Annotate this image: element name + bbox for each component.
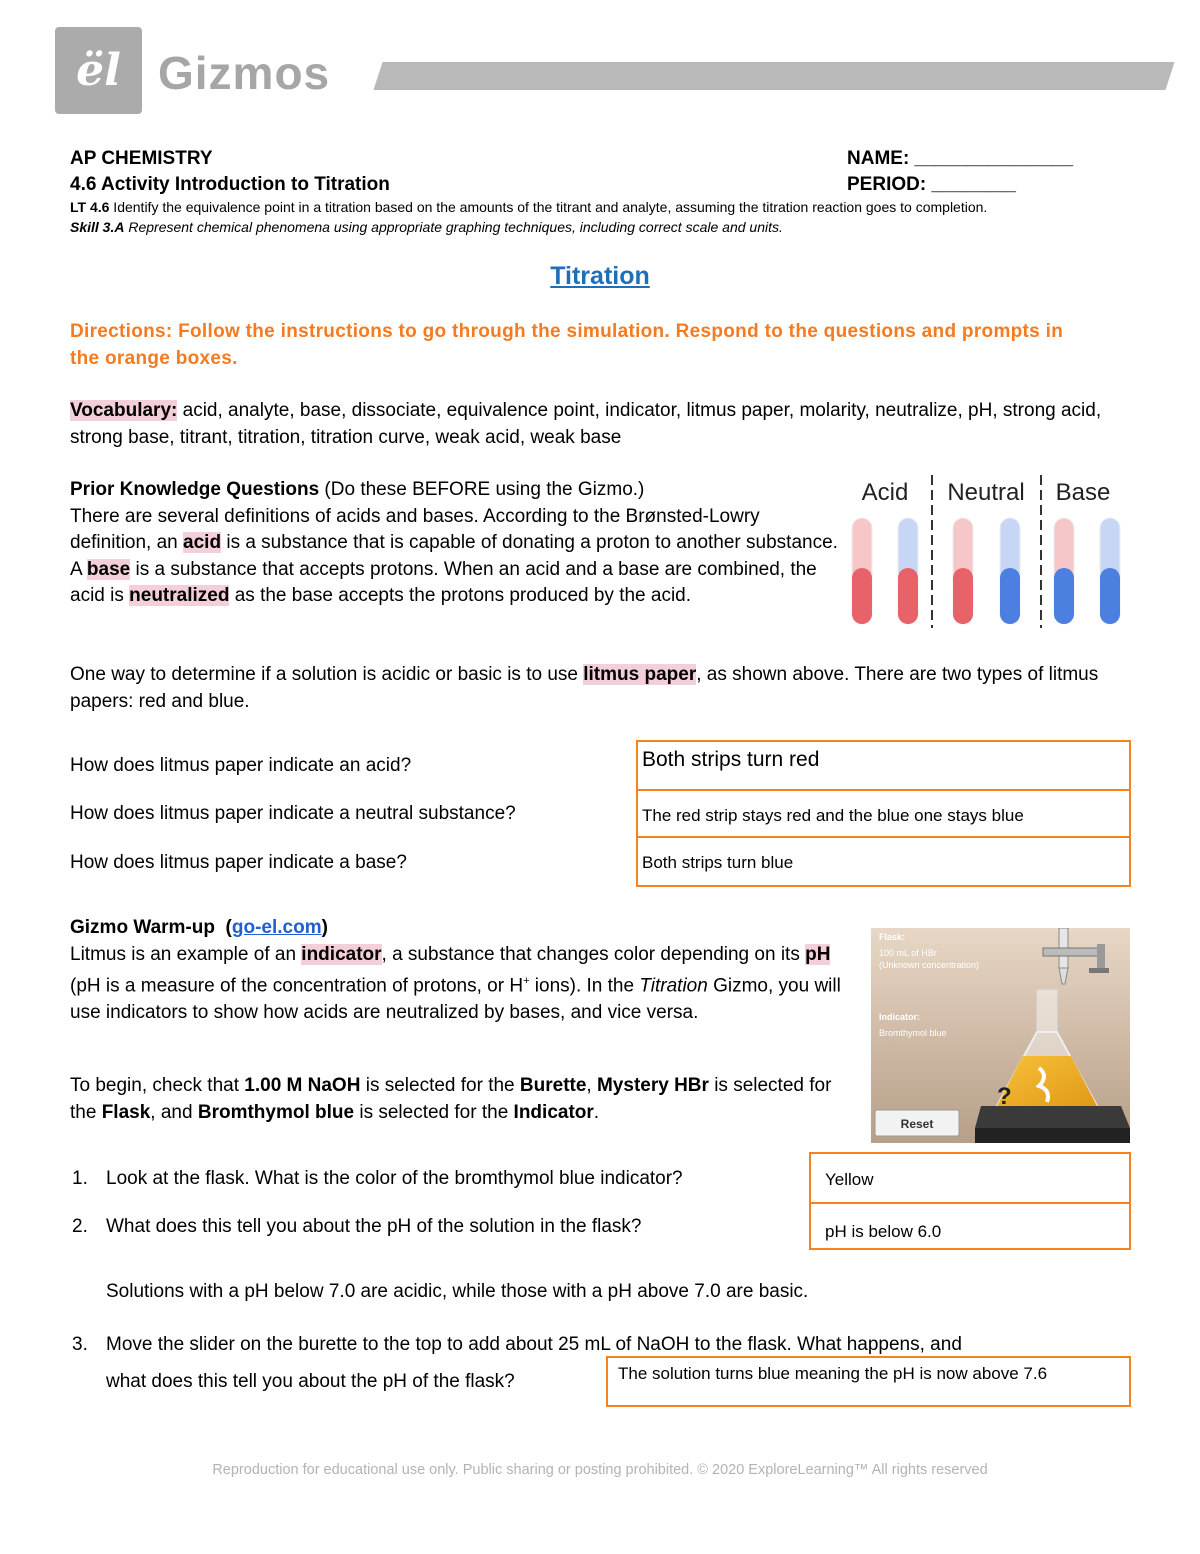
indicator-term: Indicator: [513, 1101, 594, 1123]
prior-note: (Do these BEFORE using the Gizmo.): [319, 479, 645, 500]
skill-label: Skill 3.A: [70, 219, 125, 235]
brand-name: Gizmos: [158, 47, 331, 99]
begin-text-2: is selected for the: [360, 1075, 520, 1096]
prior-heading: Prior Knowledge Questions: [70, 479, 320, 500]
h-plus-sup: +: [523, 975, 530, 987]
paren-close: ): [321, 917, 328, 938]
name-field[interactable]: NAME: _______________: [847, 148, 1074, 169]
logo-text: ël: [76, 45, 121, 96]
tube-6: [1100, 518, 1120, 624]
label-base: Base: [1055, 479, 1111, 506]
litmus-question-acid: How does litmus paper indicate an acid?: [70, 755, 412, 776]
prior-text-4: as the base accepts the protons produced by the acid.: [229, 585, 692, 606]
flask-label: Flask:: [879, 932, 906, 942]
answer-box-q1[interactable]: Yellow: [809, 1152, 1131, 1204]
stir-plate-icon: [975, 1106, 1130, 1143]
tube-4: [1000, 518, 1020, 624]
footer-copyright: Reproduction for educational use only. Public sharing or posting prohibited. © 2020 ExploreLearning™ All rights reserved: [212, 1462, 988, 1478]
prior-text-3: is a substance that accepts protons. When an acid and a base are combined, the acid is: [70, 558, 817, 606]
warmup-text-1: Litmus is an example of an: [70, 943, 302, 965]
reset-label: Reset: [900, 1117, 934, 1131]
vocabulary-label: Vocabulary:: [70, 400, 178, 421]
vocabulary-text: acid, analyte, base, dissociate, equivalence point, indicator, litmus paper, molarity, neutralize, pH, strong acid, strong base, titrant, titration, titration curve, weak acid, weak base: [70, 400, 1102, 448]
question-2: What does this tell you about the pH of the solution in the flask?: [106, 1216, 642, 1237]
skill-text: Represent chemical phenomena using appropriate graphing techniques, including correct scale and units.: [124, 219, 783, 235]
litmus-text-2: , as shown above. There are two types of litmus papers: red and blue.: [70, 664, 1099, 712]
label-neutral: Neutral: [947, 479, 1025, 506]
burette-term: Burette: [519, 1075, 587, 1096]
term-acid: acid: [183, 532, 222, 553]
titration-italic: Titration: [639, 975, 708, 997]
warmup-text-2: , a substance that changes color depending on its: [381, 943, 806, 965]
litmus-tubes-image: [848, 470, 1130, 630]
begin-paragraph: [70, 1073, 845, 1126]
warmup-text-4: ions). In the: [529, 975, 640, 997]
begin-text-4: is selected for the: [70, 1075, 832, 1123]
question-3-line-1: Move the slider on the burette to the top to add about 25 mL of NaOH to the flask. What happens, and: [106, 1334, 962, 1355]
answer-box-q2[interactable]: pH is below 6.0: [809, 1202, 1131, 1250]
activity-title: 4.6 Activity Introduction to Titration: [70, 174, 390, 195]
litmus-question-base: How does litmus paper indicate a base?: [70, 852, 407, 873]
question-1: Look at the flask. What is the color of the bromthymol blue indicator?: [106, 1168, 683, 1189]
term-litmus-paper: litmus paper: [583, 664, 697, 685]
explorelearning-logo: [55, 27, 142, 114]
tube-3: [953, 518, 973, 624]
tube-1: [852, 518, 872, 624]
warmup-heading: Gizmo Warm-up: [70, 917, 215, 938]
page-title: Titration: [550, 262, 650, 290]
indicator-label: Indicator:: [879, 1012, 921, 1022]
naoh-term: 1.00 M NaOH: [244, 1075, 361, 1096]
term-indicator: indicator: [301, 943, 382, 965]
question-2-number: 2.: [72, 1216, 88, 1237]
answer-box-neutral[interactable]: The red strip stays red and the blue one stays blue: [636, 789, 1131, 838]
litmus-question-neutral: How does litmus paper indicate a neutral substance?: [70, 803, 516, 824]
flask-term: Flask: [101, 1101, 151, 1123]
skill: [70, 219, 783, 235]
begin-text-3: ,: [586, 1075, 597, 1096]
prior-text-2: is a substance that is capable of donating a proton to another substance. A: [70, 532, 838, 580]
lt-text: Identify the equivalence point in a titration based on the amounts of the titrant and analyte, assuming the titration reaction goes to completion.: [109, 199, 988, 215]
flask-value-1: 100 mL of HBr: [879, 948, 937, 958]
vocabulary: [70, 398, 1140, 451]
begin-text-1: To begin, check that: [70, 1075, 245, 1096]
lt-label: LT 4.6: [70, 199, 110, 215]
learning-target: [70, 199, 987, 215]
answer-box-acid[interactable]: Both strips turn red: [636, 740, 1131, 791]
label-acid: Acid: [861, 479, 909, 506]
gizmo-link[interactable]: go-el.com: [231, 917, 322, 938]
prior-knowledge: [70, 477, 840, 610]
tube-2: [898, 518, 918, 624]
term-ph: pH: [805, 943, 831, 965]
reset-button[interactable]: [875, 1110, 959, 1136]
titration-sim-image: [871, 928, 1130, 1143]
directions: Directions: Follow the instructions to go through the simulation. Respond to the questions and prompts in the orange boxes.: [70, 321, 1064, 369]
begin-text-6: is selected for the: [354, 1101, 514, 1123]
prior-text-1: There are several definitions of acids and bases. According to the Brønsted-Lowry definition, an: [70, 505, 760, 553]
course-title: AP CHEMISTRY: [70, 148, 213, 169]
litmus-text-1: One way to determine if a solution is acidic or basic is to use: [70, 664, 584, 685]
begin-text-5: , and: [150, 1101, 198, 1123]
warmup-section: [70, 915, 845, 1026]
question-3-line-2: what does this tell you about the pH of the flask?: [106, 1371, 515, 1392]
term-neutralized: neutralized: [129, 585, 230, 606]
answer-box-base[interactable]: Both strips turn blue: [636, 836, 1131, 887]
brand-bar: [373, 62, 1174, 90]
term-base: base: [86, 558, 131, 580]
indicator-value: Bromthymol blue: [879, 1028, 947, 1038]
bromthymol-term: Bromthymol blue: [197, 1101, 355, 1123]
flask-value-2: (Unknown concentration): [879, 960, 980, 970]
hbr-term: Mystery HBr: [596, 1075, 709, 1096]
tube-5: [1054, 518, 1074, 624]
question-1-number: 1.: [72, 1168, 88, 1189]
ph-note: Solutions with a pH below 7.0 are acidic, while those with a pH above 7.0 are basic.: [106, 1281, 809, 1302]
warmup-text-5: Gizmo, you will use indicators to show how acids are neutralized by bases, and vice versa.: [70, 975, 841, 1023]
period-field[interactable]: PERIOD: ________: [847, 174, 1016, 195]
begin-text-7: .: [593, 1101, 600, 1123]
warmup-text-3: (pH is a measure of the concentration of protons, or H: [70, 975, 524, 997]
question-3-number: 3.: [72, 1334, 88, 1355]
litmus-paragraph: [70, 662, 1120, 715]
question-mark: ?: [997, 1083, 1012, 1110]
answer-box-q3[interactable]: The solution turns blue meaning the pH is now above 7.6: [606, 1356, 1131, 1407]
paren-open: (: [214, 917, 232, 938]
